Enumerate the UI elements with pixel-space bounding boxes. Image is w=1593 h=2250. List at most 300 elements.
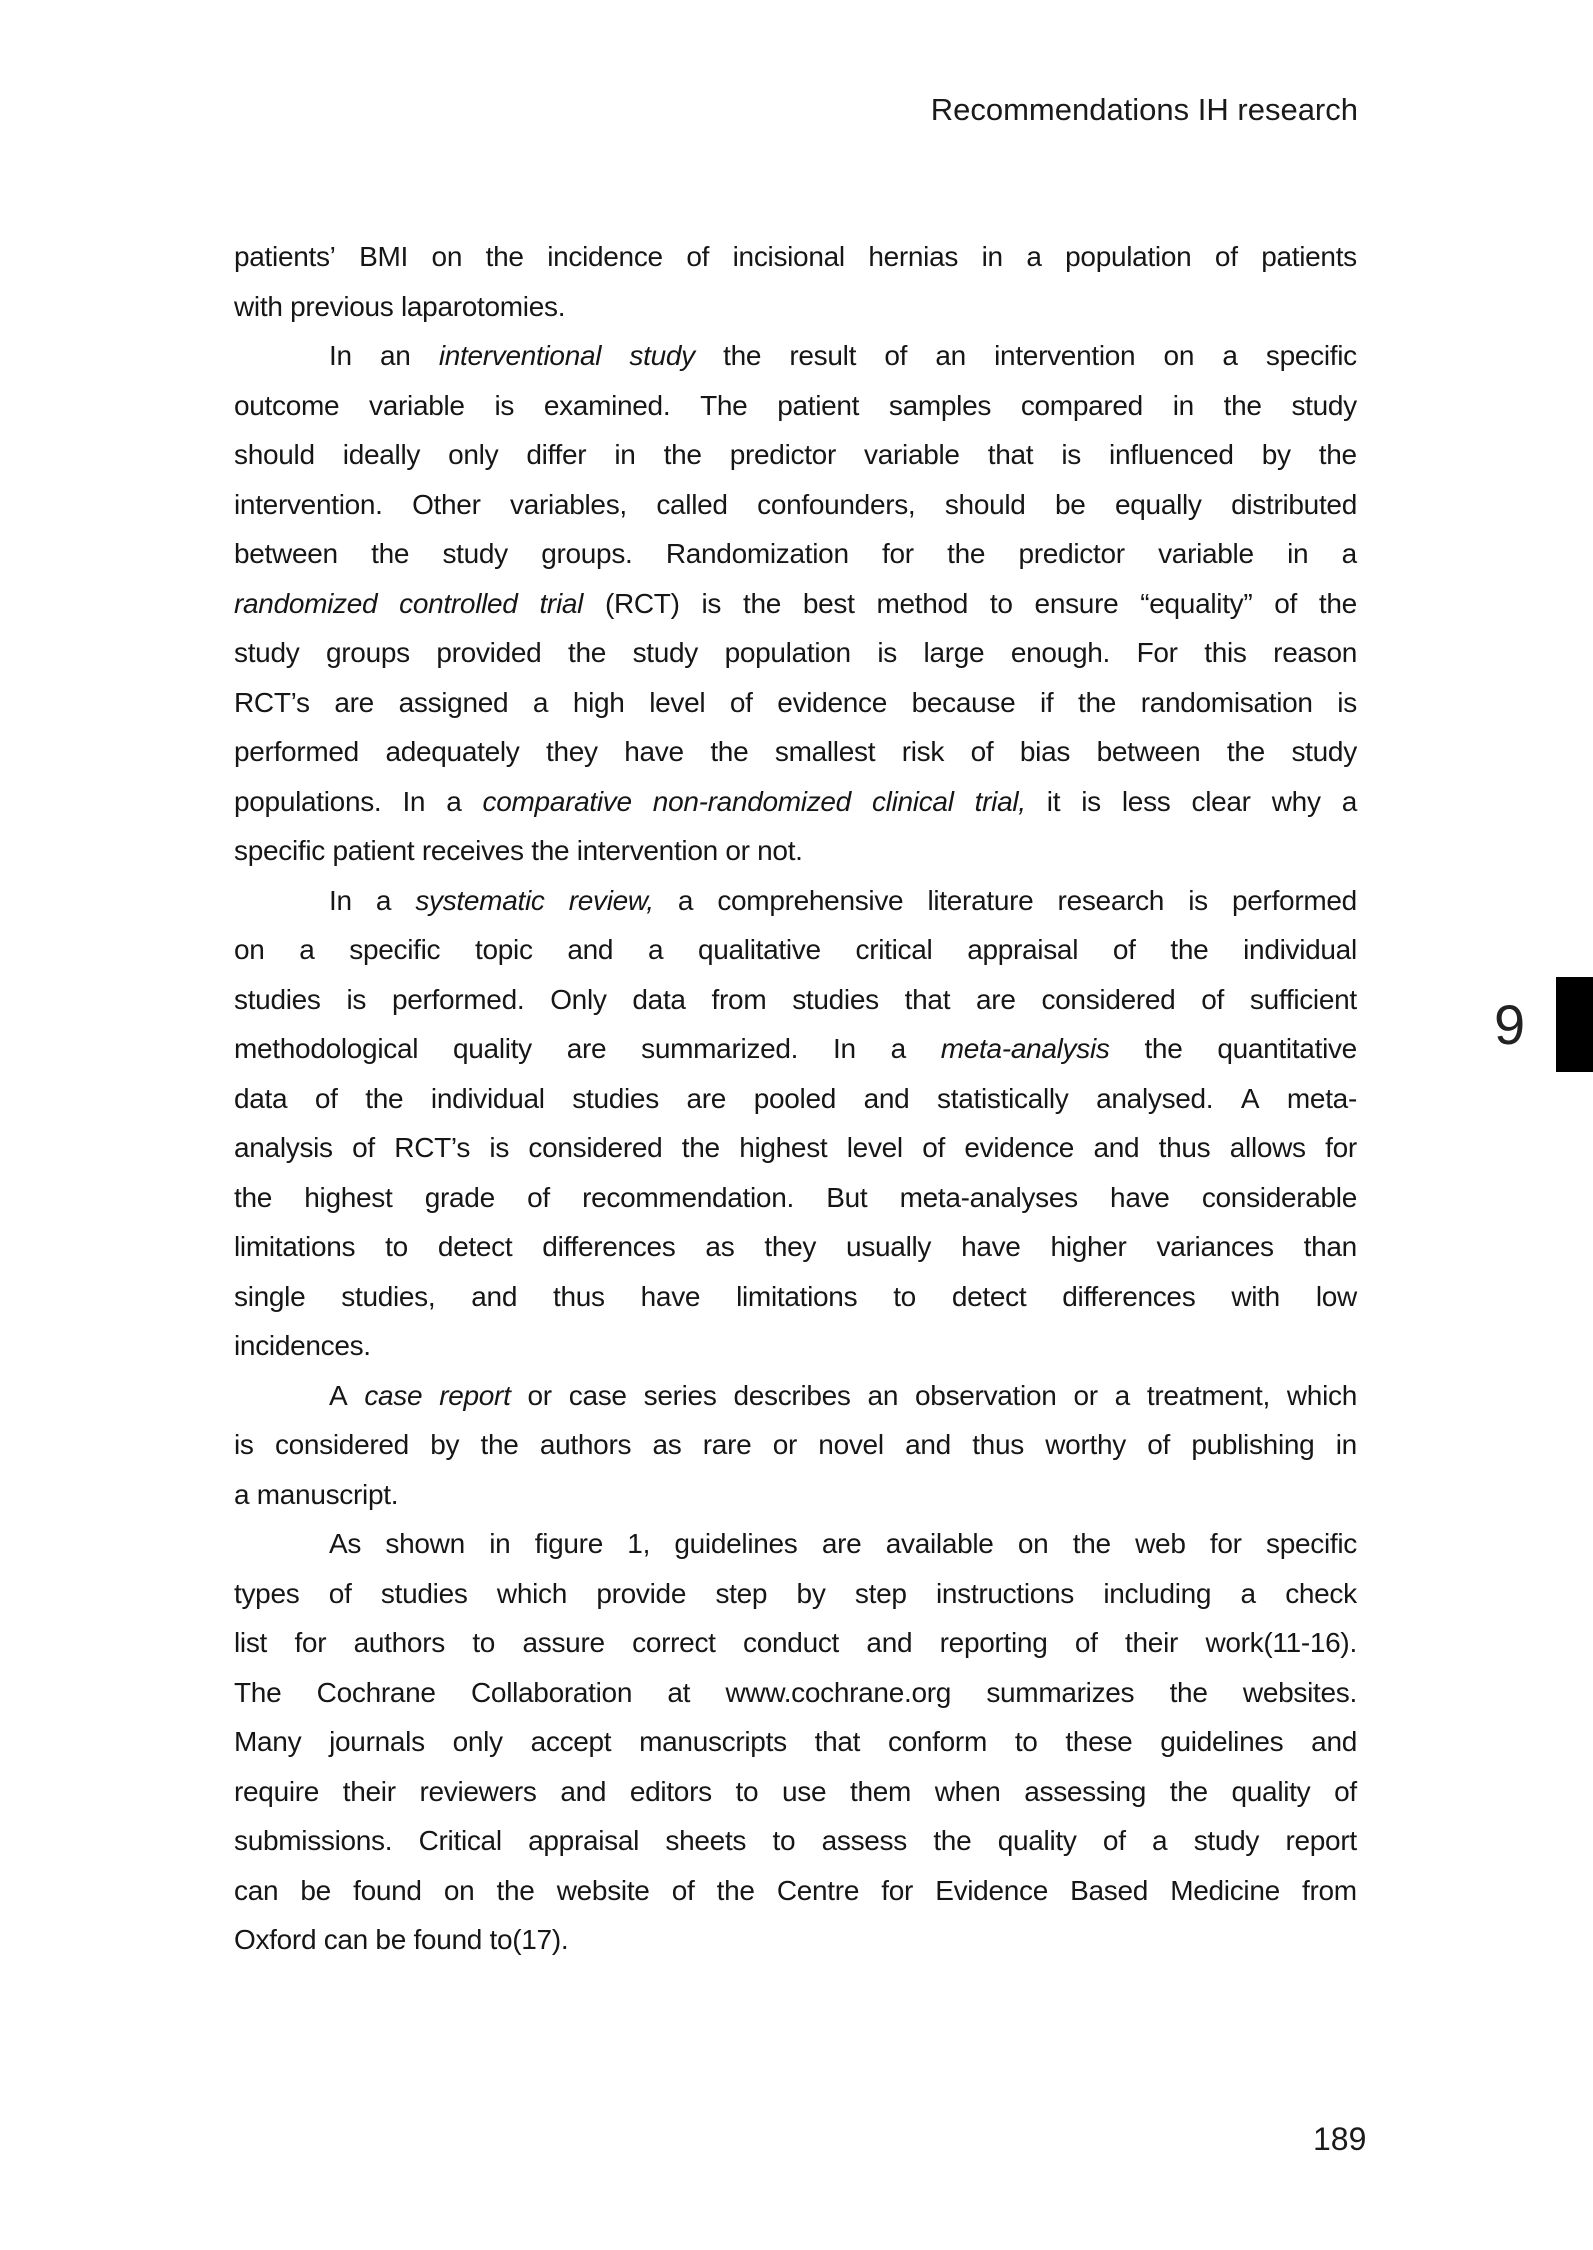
text-word: differences xyxy=(1062,1280,1196,1312)
text-word: that xyxy=(814,1726,861,1757)
text-line xyxy=(234,628,1357,678)
text-word: are xyxy=(821,1528,862,1559)
text-line xyxy=(234,1123,1357,1173)
text-word: and xyxy=(1311,1726,1357,1757)
text-word: large xyxy=(923,637,985,668)
text-word: is xyxy=(877,637,897,668)
text-word: result xyxy=(789,340,857,371)
text-word: of xyxy=(884,340,908,371)
text-word: it xyxy=(1046,785,1061,817)
text-word: in xyxy=(981,241,1003,272)
text-word: when xyxy=(934,1775,1001,1807)
text-word: topic xyxy=(475,934,533,965)
text-word: websites. xyxy=(1242,1676,1357,1708)
text-word: the xyxy=(480,1429,519,1460)
text-word: should xyxy=(234,439,315,470)
text-word: patient xyxy=(777,389,860,421)
text-word: submissions. xyxy=(234,1825,393,1856)
text-word: the xyxy=(1223,389,1262,421)
text-line xyxy=(234,1519,1357,1569)
text-word: examined. xyxy=(543,389,671,421)
text-word: samples xyxy=(888,389,992,421)
text-word: For xyxy=(1136,637,1178,668)
text-word: that xyxy=(987,439,1034,470)
text-word: the xyxy=(1169,1676,1208,1708)
text-word: individual xyxy=(1243,934,1357,965)
text-word: series xyxy=(643,1379,717,1411)
text-word: performed xyxy=(1232,884,1357,916)
text-word: of xyxy=(328,1577,352,1609)
text-word: have xyxy=(961,1231,1021,1262)
text-word: in xyxy=(1172,389,1194,421)
text-word: on xyxy=(443,1874,475,1906)
text-word: thus xyxy=(1158,1132,1211,1163)
text-word: to xyxy=(772,1825,796,1856)
text-word: assess xyxy=(821,1825,907,1856)
text-word: are xyxy=(976,983,1016,1015)
text-word: study xyxy=(629,340,695,371)
text-word: their xyxy=(342,1775,396,1807)
text-word: authors xyxy=(539,1429,632,1460)
text-word: authors xyxy=(353,1627,445,1658)
text-word: data xyxy=(234,1082,288,1114)
text-word: of xyxy=(671,1874,695,1906)
text-line xyxy=(234,529,1357,579)
text-word: the xyxy=(1318,439,1357,470)
text-word: the xyxy=(485,241,524,272)
text-word: variances xyxy=(1156,1231,1274,1262)
text-run: incidences. xyxy=(234,1330,371,1361)
text-word: is xyxy=(234,1429,254,1460)
text-word: can xyxy=(234,1874,279,1906)
text-word: quality xyxy=(997,1825,1077,1856)
text-word: the xyxy=(234,1181,273,1213)
text-line xyxy=(234,826,1357,876)
text-word: a xyxy=(1341,785,1357,817)
text-line xyxy=(234,1866,1357,1916)
text-word: and xyxy=(863,1082,910,1114)
text-word: predictor xyxy=(1018,538,1125,569)
text-word: be xyxy=(1055,488,1086,520)
text-word: intervention. xyxy=(234,488,383,520)
text-word: of xyxy=(1274,587,1298,619)
text-word: distributed xyxy=(1231,488,1357,520)
text-word: Medicine xyxy=(1170,1874,1280,1906)
text-word: describes xyxy=(733,1379,851,1411)
text-word: between xyxy=(234,538,338,569)
text-word: is xyxy=(701,587,722,619)
text-word: on xyxy=(234,934,265,965)
text-word: they xyxy=(546,736,598,767)
text-word: influenced xyxy=(1109,439,1234,470)
text-word: figure xyxy=(534,1528,603,1559)
text-word: the xyxy=(1078,686,1117,718)
text-word: of xyxy=(1334,1775,1357,1807)
text-word: In xyxy=(832,1033,856,1064)
text-word: differences xyxy=(542,1231,676,1262)
text-word: methodological xyxy=(234,1033,419,1064)
text-word: the xyxy=(716,1874,755,1906)
text-line xyxy=(234,876,1357,926)
text-word: sheets xyxy=(665,1825,747,1856)
text-word: and xyxy=(1093,1132,1140,1163)
text-word: Randomization xyxy=(665,538,849,569)
text-word: found xyxy=(353,1874,422,1906)
text-word: for xyxy=(1325,1132,1357,1163)
text-word: meta-analyses xyxy=(899,1181,1078,1213)
text-line xyxy=(234,727,1357,777)
text-word: quantitative xyxy=(1217,1033,1357,1064)
text-word: which xyxy=(496,1577,567,1609)
text-run: specific patient receives the intervention or not. xyxy=(234,835,803,866)
text-word: step xyxy=(715,1577,768,1609)
text-word: comprehensive xyxy=(717,884,904,916)
text-word: considered xyxy=(528,1132,663,1163)
text-word: appraisal xyxy=(967,934,1079,965)
text-word: As xyxy=(329,1528,362,1559)
text-word: research xyxy=(1057,884,1165,916)
text-word: only xyxy=(452,1726,503,1757)
text-word: types xyxy=(234,1577,300,1609)
text-word: Many xyxy=(234,1726,302,1757)
text-word: considered xyxy=(1041,983,1176,1015)
text-line xyxy=(234,232,1357,282)
text-word: of xyxy=(1074,1627,1098,1658)
text-word: is xyxy=(1337,686,1357,718)
text-run: with previous laparotomies. xyxy=(234,290,566,322)
text-line xyxy=(234,1470,1357,1520)
text-word: pooled xyxy=(753,1082,836,1114)
text-word: in xyxy=(489,1528,511,1559)
text-word: to xyxy=(385,1231,408,1262)
text-word: But xyxy=(826,1181,868,1213)
text-word: in xyxy=(1335,1429,1357,1460)
text-word: as xyxy=(705,1231,735,1262)
text-word: which xyxy=(1286,1379,1357,1411)
text-word: with xyxy=(1231,1280,1280,1312)
text-word: of xyxy=(686,241,710,272)
text-word: is xyxy=(1188,884,1208,916)
text-word: evidence xyxy=(777,686,887,718)
text-word: adequately xyxy=(385,736,520,767)
text-word: Based xyxy=(1070,1874,1149,1906)
text-word: single xyxy=(234,1280,306,1312)
text-run: Oxford can be found to(17). xyxy=(234,1924,569,1955)
text-line xyxy=(234,282,1357,332)
text-word: provided xyxy=(436,637,542,668)
text-word: the xyxy=(1144,1033,1183,1064)
text-word: RCT’s xyxy=(234,686,310,718)
text-word: a xyxy=(890,1033,906,1064)
text-word: of xyxy=(1147,1429,1170,1460)
text-line xyxy=(234,1767,1357,1817)
text-word: to xyxy=(989,587,1013,619)
text-word: a xyxy=(446,785,462,817)
text-word: in xyxy=(1287,538,1309,569)
chapter-tab-marker xyxy=(1556,977,1593,1072)
text-word: of xyxy=(527,1181,550,1213)
text-word: Critical xyxy=(418,1825,502,1856)
text-word: patients xyxy=(1261,241,1357,272)
text-word: of xyxy=(1112,934,1136,965)
text-word: by xyxy=(796,1577,826,1609)
text-word: work(11-16). xyxy=(1205,1627,1357,1658)
text-word: individual xyxy=(430,1082,545,1114)
text-word: low xyxy=(1315,1280,1357,1312)
text-word: randomisation xyxy=(1140,686,1313,718)
text-word: the xyxy=(710,736,749,767)
body-text xyxy=(234,232,1357,1965)
chapter-number: 9 xyxy=(1494,993,1526,1056)
text-word: In xyxy=(402,785,426,817)
text-word: study xyxy=(1291,736,1357,767)
text-word: In xyxy=(329,884,352,916)
text-word: The xyxy=(700,389,748,421)
text-word: literature xyxy=(927,884,1034,916)
text-word: (RCT) xyxy=(604,587,680,619)
text-word: or xyxy=(1073,1379,1098,1411)
text-word: provide xyxy=(596,1577,687,1609)
text-word: a xyxy=(1026,241,1042,272)
text-line xyxy=(234,1668,1357,1718)
text-word: population xyxy=(724,637,851,668)
text-word: are xyxy=(686,1082,727,1114)
text-word: on xyxy=(431,241,463,272)
text-word: is xyxy=(346,983,367,1015)
text-word: limitations xyxy=(234,1231,356,1262)
text-word: them xyxy=(849,1775,912,1807)
text-word: reason xyxy=(1273,637,1357,668)
text-word: considered xyxy=(274,1429,409,1460)
text-word: web xyxy=(1135,1528,1186,1559)
text-word: appraisal xyxy=(528,1825,640,1856)
text-word: study xyxy=(1193,1825,1260,1856)
text-word: of xyxy=(352,1132,375,1163)
text-word: confounders, xyxy=(757,488,916,520)
text-line xyxy=(234,1569,1357,1619)
text-word: BMI xyxy=(359,241,409,272)
text-word: RCT’s xyxy=(394,1132,471,1163)
text-word: is xyxy=(1061,439,1081,470)
text-word: thus xyxy=(553,1280,605,1312)
text-word: smallest xyxy=(774,736,876,767)
text-word: or xyxy=(772,1429,797,1460)
text-word: the xyxy=(933,1825,972,1856)
text-word: detect xyxy=(437,1231,513,1262)
text-word: as xyxy=(652,1429,682,1460)
text-word: including xyxy=(1103,1577,1212,1609)
text-word: for xyxy=(882,538,914,569)
text-word: evidence xyxy=(964,1132,1075,1163)
text-word: best xyxy=(802,587,855,619)
text-word: reporting xyxy=(939,1627,1048,1658)
text-word: critical xyxy=(855,934,933,965)
text-word: case xyxy=(568,1379,627,1411)
text-word: an xyxy=(867,1379,899,1411)
text-word: between xyxy=(1096,736,1201,767)
text-word: higher xyxy=(1050,1231,1127,1262)
text-word: the xyxy=(1170,934,1209,965)
text-word: that xyxy=(904,983,951,1015)
text-word: www.cochrane.org xyxy=(725,1676,952,1708)
text-word: the xyxy=(371,538,410,569)
text-word: highest xyxy=(304,1181,393,1213)
text-word: a xyxy=(647,934,664,965)
text-word: and xyxy=(905,1429,951,1460)
text-word: correct xyxy=(632,1627,716,1658)
text-word: by xyxy=(430,1429,460,1460)
text-word: method xyxy=(876,587,969,619)
text-word: conform xyxy=(887,1726,987,1757)
text-word: level xyxy=(846,1132,903,1163)
text-word: use xyxy=(782,1775,827,1807)
text-word: the xyxy=(1169,1775,1208,1807)
text-word: these xyxy=(1065,1726,1133,1757)
text-word: a xyxy=(299,934,315,965)
text-line xyxy=(234,777,1357,827)
text-word: groups xyxy=(326,637,410,668)
text-word: allows xyxy=(1229,1132,1306,1163)
text-word: at xyxy=(667,1676,691,1708)
text-word: quality xyxy=(1231,1775,1311,1807)
text-word: study xyxy=(632,637,698,668)
text-word: have xyxy=(624,736,684,767)
text-word: non-randomized xyxy=(652,785,851,817)
text-word: of xyxy=(314,1082,338,1114)
text-word: and xyxy=(567,934,614,965)
text-word: shown xyxy=(385,1528,465,1559)
text-word: accept xyxy=(530,1726,612,1757)
text-word: grade xyxy=(424,1181,495,1213)
text-word: assure xyxy=(522,1627,605,1658)
page-number: 189 xyxy=(1313,2121,1367,2157)
text-word: they xyxy=(764,1231,817,1262)
text-word: worthy xyxy=(1045,1429,1126,1460)
text-word: for xyxy=(881,1874,914,1906)
text-word: editors xyxy=(629,1775,712,1807)
text-line xyxy=(234,1717,1357,1767)
text-word: their xyxy=(1125,1627,1179,1658)
text-word: analysed. xyxy=(1096,1082,1214,1114)
text-word: only xyxy=(448,439,499,470)
text-word: assigned xyxy=(398,686,509,718)
text-word: performed. xyxy=(391,983,525,1015)
text-word: study xyxy=(442,538,508,569)
text-word: Cochrane xyxy=(316,1676,436,1708)
text-word: for xyxy=(294,1627,327,1658)
text-word: the xyxy=(663,439,702,470)
text-word: clear xyxy=(1191,785,1251,817)
text-word: journals xyxy=(329,1726,425,1757)
text-word: meta-analysis xyxy=(940,1033,1110,1064)
text-word: be xyxy=(300,1874,331,1906)
text-word: website xyxy=(556,1874,650,1906)
text-word: a xyxy=(532,686,549,718)
text-word: qualitative xyxy=(697,934,821,965)
text-word: of xyxy=(1214,241,1238,272)
text-word: report xyxy=(1285,1825,1357,1856)
text-word: limitations xyxy=(736,1280,858,1312)
text-word: review, xyxy=(568,884,654,916)
text-word: incidence xyxy=(547,241,663,272)
text-word: of xyxy=(1102,1825,1126,1856)
text-word: variable xyxy=(369,389,465,421)
text-line xyxy=(234,579,1357,629)
text-word: summarized. xyxy=(641,1033,799,1064)
text-word: the xyxy=(681,1132,720,1163)
text-line xyxy=(234,430,1357,480)
text-word: bias xyxy=(1019,736,1071,767)
text-word: a xyxy=(1114,1379,1130,1411)
text-word: high xyxy=(572,686,625,718)
text-word: highest xyxy=(739,1132,828,1163)
text-word: Centre xyxy=(776,1874,860,1906)
text-word: variable xyxy=(1158,538,1254,569)
text-word: of xyxy=(922,1132,945,1163)
text-word: outcome xyxy=(234,389,340,421)
text-word: the xyxy=(742,587,782,619)
text-word: the xyxy=(947,538,986,569)
text-word: for xyxy=(1209,1528,1242,1559)
text-word: less xyxy=(1121,785,1171,817)
text-word: than xyxy=(1303,1231,1357,1262)
text-word: a xyxy=(1152,1825,1168,1856)
text-line xyxy=(234,1173,1357,1223)
text-word: groups. xyxy=(541,538,633,569)
text-word: an xyxy=(380,340,411,371)
text-word: specific xyxy=(1266,1528,1357,1559)
text-word: enough. xyxy=(1010,637,1110,668)
text-word: and xyxy=(866,1627,913,1658)
text-line xyxy=(234,975,1357,1025)
text-word: to xyxy=(1014,1726,1038,1757)
text-word: randomized xyxy=(234,587,378,619)
text-word: trial, xyxy=(974,785,1026,817)
text-word: are xyxy=(566,1033,607,1064)
text-word: a xyxy=(375,884,392,916)
text-word: systematic xyxy=(415,884,545,916)
text-word: a xyxy=(1222,340,1238,371)
text-word: considerable xyxy=(1201,1181,1357,1213)
text-word: Collaboration xyxy=(471,1676,633,1708)
text-word: in xyxy=(614,439,636,470)
text-word: from xyxy=(1302,1874,1357,1906)
text-word: The xyxy=(234,1676,282,1708)
text-word: is xyxy=(1081,785,1101,817)
text-word: populations. xyxy=(234,785,382,817)
text-word: study xyxy=(1291,389,1357,421)
text-word: of xyxy=(1201,983,1225,1015)
text-word: A xyxy=(329,1379,348,1411)
text-word: quality xyxy=(453,1033,532,1064)
text-line xyxy=(234,1272,1357,1322)
text-word: 1, xyxy=(627,1528,651,1559)
text-line xyxy=(234,1816,1357,1866)
text-word: of xyxy=(729,686,753,718)
text-line xyxy=(234,925,1357,975)
text-line xyxy=(234,678,1357,728)
text-word: studies xyxy=(572,1082,659,1114)
text-word: case xyxy=(364,1379,423,1411)
text-word: to xyxy=(893,1280,916,1312)
text-word: and xyxy=(560,1775,607,1807)
text-word: manuscripts xyxy=(639,1726,787,1757)
text-word: should xyxy=(944,488,1026,520)
text-word: interventional xyxy=(438,340,602,371)
text-word: ensure xyxy=(1034,587,1119,619)
text-word: an xyxy=(935,340,966,371)
text-word: instructions xyxy=(935,1577,1074,1609)
